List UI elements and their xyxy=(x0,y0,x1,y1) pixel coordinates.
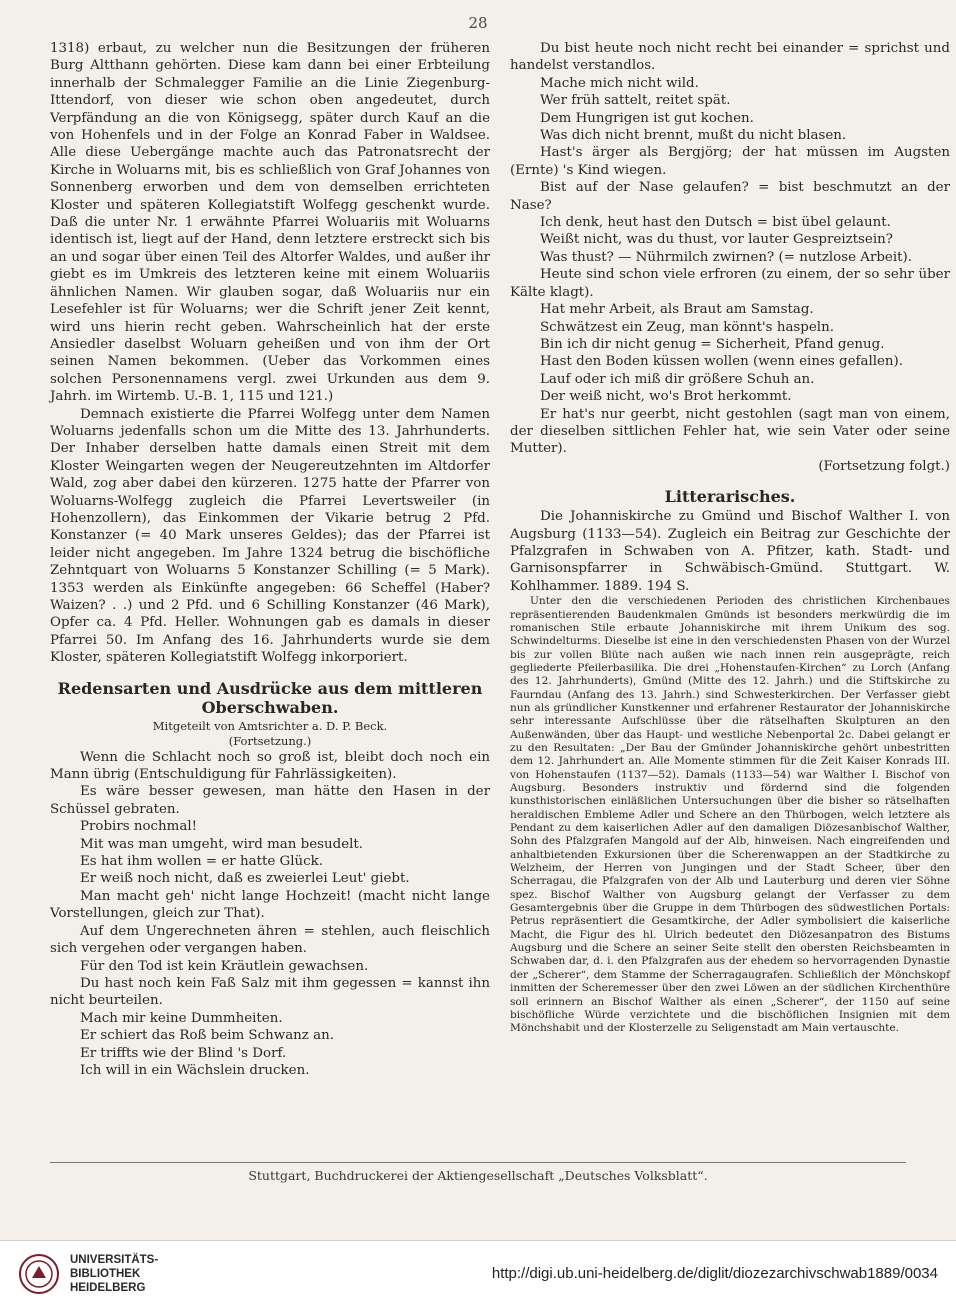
saying: Man macht geh' nicht lange Hochzeit! (macht nicht lange Vorstellungen, gleich zur That). xyxy=(50,888,490,922)
footer-rule xyxy=(50,1162,906,1163)
continuation-note: (Fortsetzung.) xyxy=(228,733,312,748)
saying: Heute sind schon viele erfroren (zu einem, der so sehr über Kälte klagt). xyxy=(510,267,950,300)
saying: Wenn die Schlacht noch so groß ist, bleibt doch noch ein Mann übrig (Entschuldigung für Fahrlässigkeiten). xyxy=(50,749,490,783)
saying: Hast's ärger als Bergjörg; der hat müssen im Augsten (Ernte) 's Kind wiegen. xyxy=(510,145,950,178)
saying: Was thust? — Nührmilch zwirnen? (= nutzlose Arbeit). xyxy=(540,249,912,265)
review-heading: Die Johanniskirche zu Gmünd und Bischof Walther I. von Augsburg (1133—54). Zugleich ein Beitrag zur Geschichte der Pfalzgrafen in Schwaben von A. Pfitzer, kath. Stadt- und Garnisonspfarrer in Schwäbisch-Gmünd. Stuttgart. W. Kohlhammer. 1889. 194 S. xyxy=(510,509,950,594)
saying: Bist auf der Nase gelaufen? = bist beschmutzt an der Nase? xyxy=(510,180,950,213)
page-number: 28 xyxy=(468,14,488,32)
saying: Er triffts wie der Blind 's Dorf. xyxy=(80,1045,287,1061)
saying: Ich denk, heut hast den Dutsch = bist übel gelaunt. xyxy=(540,215,891,231)
saying: Mach mir keine Dummheiten. xyxy=(80,1010,283,1026)
saying: Hast den Boden küssen wollen (wenn eines gefallen). xyxy=(540,354,904,370)
university-seal-icon xyxy=(18,1253,60,1295)
section-title: Redensarten und Ausdrücke aus dem mittleren Oberschwaben. xyxy=(57,678,483,717)
saying: Er hat's nur geerbt, nicht gestohlen (sagt man von einem, der dieselben sittlichen Fehler hat, wie sein Vater oder seine Mutter). xyxy=(510,406,950,457)
saying: Was dich nicht brennt, mußt du nicht blasen. xyxy=(540,128,847,144)
left-column xyxy=(50,40,490,1079)
saying: Probirs nochmal! xyxy=(80,819,198,835)
permalink-url[interactable]: http://digi.ub.uni-heidelberg.de/diglit/diozezarchivschwab1889/0034 xyxy=(491,1265,938,1282)
saying: Lauf oder ich miß dir größere Schuh an. xyxy=(540,371,815,387)
saying: Dem Hungrigen ist gut kochen. xyxy=(540,110,754,126)
continued-note: (Fortsetzung folgt.) xyxy=(818,458,950,474)
saying: Hat mehr Arbeit, als Braut am Samstag. xyxy=(540,302,814,318)
right-column xyxy=(510,40,950,1036)
saying: Du hast noch kein Faß Salz mit ihm gegessen = kannst ihn nicht beurteilen. xyxy=(50,975,490,1009)
saying: Der weiß nicht, wo's Brot herkommt. xyxy=(540,389,792,405)
saying: Er schiert das Roß beim Schwanz an. xyxy=(80,1028,334,1044)
logo-line: UNIVERSITÄTS- xyxy=(70,1254,159,1266)
logo-line: BIBLIOTHEK xyxy=(70,1268,141,1280)
saying: Auf dem Ungerechneten ähren = stehlen, auch fleischlich sich vergehen oder vergangen haben. xyxy=(50,923,490,957)
saying: Es wäre besser gewesen, man hätte den Hasen in der Schüssel gebraten. xyxy=(50,784,490,817)
review-section-title: Litterarisches. xyxy=(664,487,796,507)
saying: Es hat ihm wollen = er hatte Glück. xyxy=(80,854,323,870)
saying: Mit was man umgeht, wird man besudelt. xyxy=(80,836,364,852)
byline: Mitgeteilt von Amtsrichter a. D. P. Beck. xyxy=(152,718,388,733)
paragraph: Demnach existierte die Pfarrei Wolfegg unter dem Namen Woluarns jedenfalls schon um die Mitte des 13. Jahrhunderts. Der Inhaber derselben hatte damals einen Streit mit dem Kloster Weingarten wegen der Neugereutzehnten im Altdorfer Wald, zog aber dabei den kürzeren. 1275 hatte der Pfarrer von Woluarns-Wolfegg zugleich die Pfarrei Levertsweiler (in Hohenzollern), das Einkommen der Vikarie betrug 2 Pfd. Konstanzer (= 40 Mark unseres Geldes); das der Pfarrei ist leider nicht angegeben. Im Jahre 1324 betrug die bischöfliche Zehntquart von Woluarns 5 Konstanzer Schilling (= 5 Mark). 1353 werden als Einkünfte angegeben: 66 Scheffel (Haber? Waizen? . .) und 2 Pfd. und 6 Schilling Konstanzer (46 Mark), Opfer ca. 4 Pfd. Heller. Wohnungen gab es damals in dieser Pfarrei 50. Im Anfang des 16. Jahrhunderts wurde sie dem Kloster, späteren Kollegiatstift Wolfegg inkorporiert. xyxy=(50,406,490,666)
saying: Er weiß noch nicht, daß es zweierlei Leut' giebt. xyxy=(80,871,410,887)
saying: Für den Tod ist kein Kräutlein gewachsen. xyxy=(80,958,369,974)
saying: Schwätzest ein Zeug, man könnt's haspeln. xyxy=(540,319,834,335)
saying: Mache mich nicht wild. xyxy=(540,75,699,91)
paragraph: 1318) erbaut, zu welcher nun die Besitzungen der früheren Burg Altthann gehörten. Diese kam dann bei einer Erbteilung innerhalb der Schmalegger Familie an die Linie Ziegenburg-Ittendorf, von dieser wie schon oben angedeutet, durch Verpfändung an die von Königsegg, später durch Kauf an die von Hohenfels und in der Folge an Konrad Faber in Waldsee. Alle diese Uebergänge machte auch das Patronatsrecht der Kirche in Woluarns mit, bis es schließlich von Graf Johannes von Sonnenberg erworben und dem von demselben errichteten Kloster und späteren Kollegiatstift Wolfegg geschenkt wurde. Daß die unter Nr. 1 erwähnte Pfarrei Woluariis mit Woluarns identisch ist, liegt auf der Hand, denn letztere erstreckt sich bis an und sogar über einen Teil des Altorfer Waldes, und außer ihr giebt es im Umkreis des letzteren keine mit einem Woluariis ähnlichen Namen. Wir glauben sogar, daß Woluariis nur ein Lesefehler ist für Woluarns; wer die Schrift jener Zeit kennt, wird uns hierin recht geben. Wahrscheinlich hat der erste Ansiedler daselbst Woluarn geheißen und von ihm der Ort seinen Namen bekommen. (Ueber das Vorkommen eines solchen Personennamens vergl. zwei Urkunden aus dem 9. Jahrh. im Wirtemb. U.-B. 1, 115 und 121.) xyxy=(50,41,490,405)
logo-line: HEIDELBERG xyxy=(70,1282,146,1294)
review-body: Unter den die verschiedenen Perioden des christlichen Kirchenbaues repräsentierenden Baudenkmalen Gmünds ist besonders merkwürdig die im romanischen Stile erbaute Johanniskirche mit ihrem Unikum des sog. Schwindelturms. Dieselbe ist eine in den verschiedensten Phasen von der Wurzel bis zur vollen Blüte nach außen wie nach innen rein ausgeprägte, reich gegliederte Pfeilerbasilika. Die drei „Hohenstaufen-Kirchen“ zu Lorch (Anfang des 12. Jahrhunderts), Gmünd (Mitte des 12. Jahrh.) und die Stiftskirche zu Faurndau (Anfang des 13. Jahrh.) sind Schwesterkirchen. Der Verfasser giebt nun als gründlicher Kunstkenner und erfahrener Restaurator der Johanniskirche sehr interessante Aufschlüsse über die rätselhaften Skulpturen an den Außenwänden, über das Haupt- und westliche Nebenportal 2c. Dabei gelangt er zu den Resultaten: „Der Bau der Gmünder Johanniskirche gehört unbestritten dem 12. Jahrhundert an. Alle Momente stimmen für die Zeit Kaiser Konrads III. von Hohenstaufen (1137—52). Damals (1133—54) war Walther I. Bischof von Augsburg. Besonders instruktiv und fördernd sind die folgenden kunsthistorischen einläßlichen Untersuchungen über die bisher so rätselhaften heraldischen Embleme Adler und Schere an den Thürbogen, welch letztere als Pendant zu dem kaiserlichen Adler auf den damaligen Diözesanbischof Walther, Sohn des Pfalzgrafen Mangold auf der Alb, hinweisen. Nach eingreifenden und anhaltbietenden Exkursionen über die Scherenwappen an der Stadtkirche zu Welzheim, der Herren von Jungingen und der Stadt Scheer, über den Scherragau, die Pfalzgrafen von der Alb und Lauterburg und deren vier Söhne spez. Bischof Walther von Augsburg gelangt der Verfasser zu dem Gesamtergebnis über die Gruppe in dem Thürbogen des südwestlichen Portals: Petrus repräsentiert die Gesamtkirche, der Adler symbolisiert die kaiserliche Macht, die Figur des hl. Ulrich bedeutet den Diözesanpatron des Bistums Augsburg und die Schere an seiner Seite stellt den obersten Reichsbeamten in Schwaben dar, d. i. den Pfalzgrafen aus der ehedem so hervorragenden Dynastie der „Scherer“, dem Stamme der Scherragaugrafen. Schließlich der Mönchskopf inmitten der Scheremesser über den zwei Löwen an der südlichen Kirchenthüre soll erinnern an Bischof Walther als einen „Scherer“, der 1150 auf seine bischöfliche Würde verzichtete und die bischöflichen Insignien mit dem Mönchshabit und der Klosterzelle zu Seligenstadt am Main vertauschte. xyxy=(510,595,950,1035)
saying: Bin ich dir nicht genug = Sicherheit, Pfand genug. xyxy=(540,336,885,352)
saying: Weißt nicht, was du thust, vor lauter Gespreiztsein? xyxy=(540,232,893,248)
saying: Wer früh sattelt, reitet spät. xyxy=(540,93,731,109)
library-logo-text[interactable] xyxy=(70,1253,158,1295)
saying: Ich will in ein Wächslein drucken. xyxy=(80,1062,310,1078)
imprint-footer: Stuttgart, Buchdruckerei der Aktiengesellschaft „Deutsches Volksblatt“. xyxy=(248,1168,708,1183)
saying: Du bist heute noch nicht recht bei einander = sprichst und handelst verstandlos. xyxy=(510,41,950,74)
